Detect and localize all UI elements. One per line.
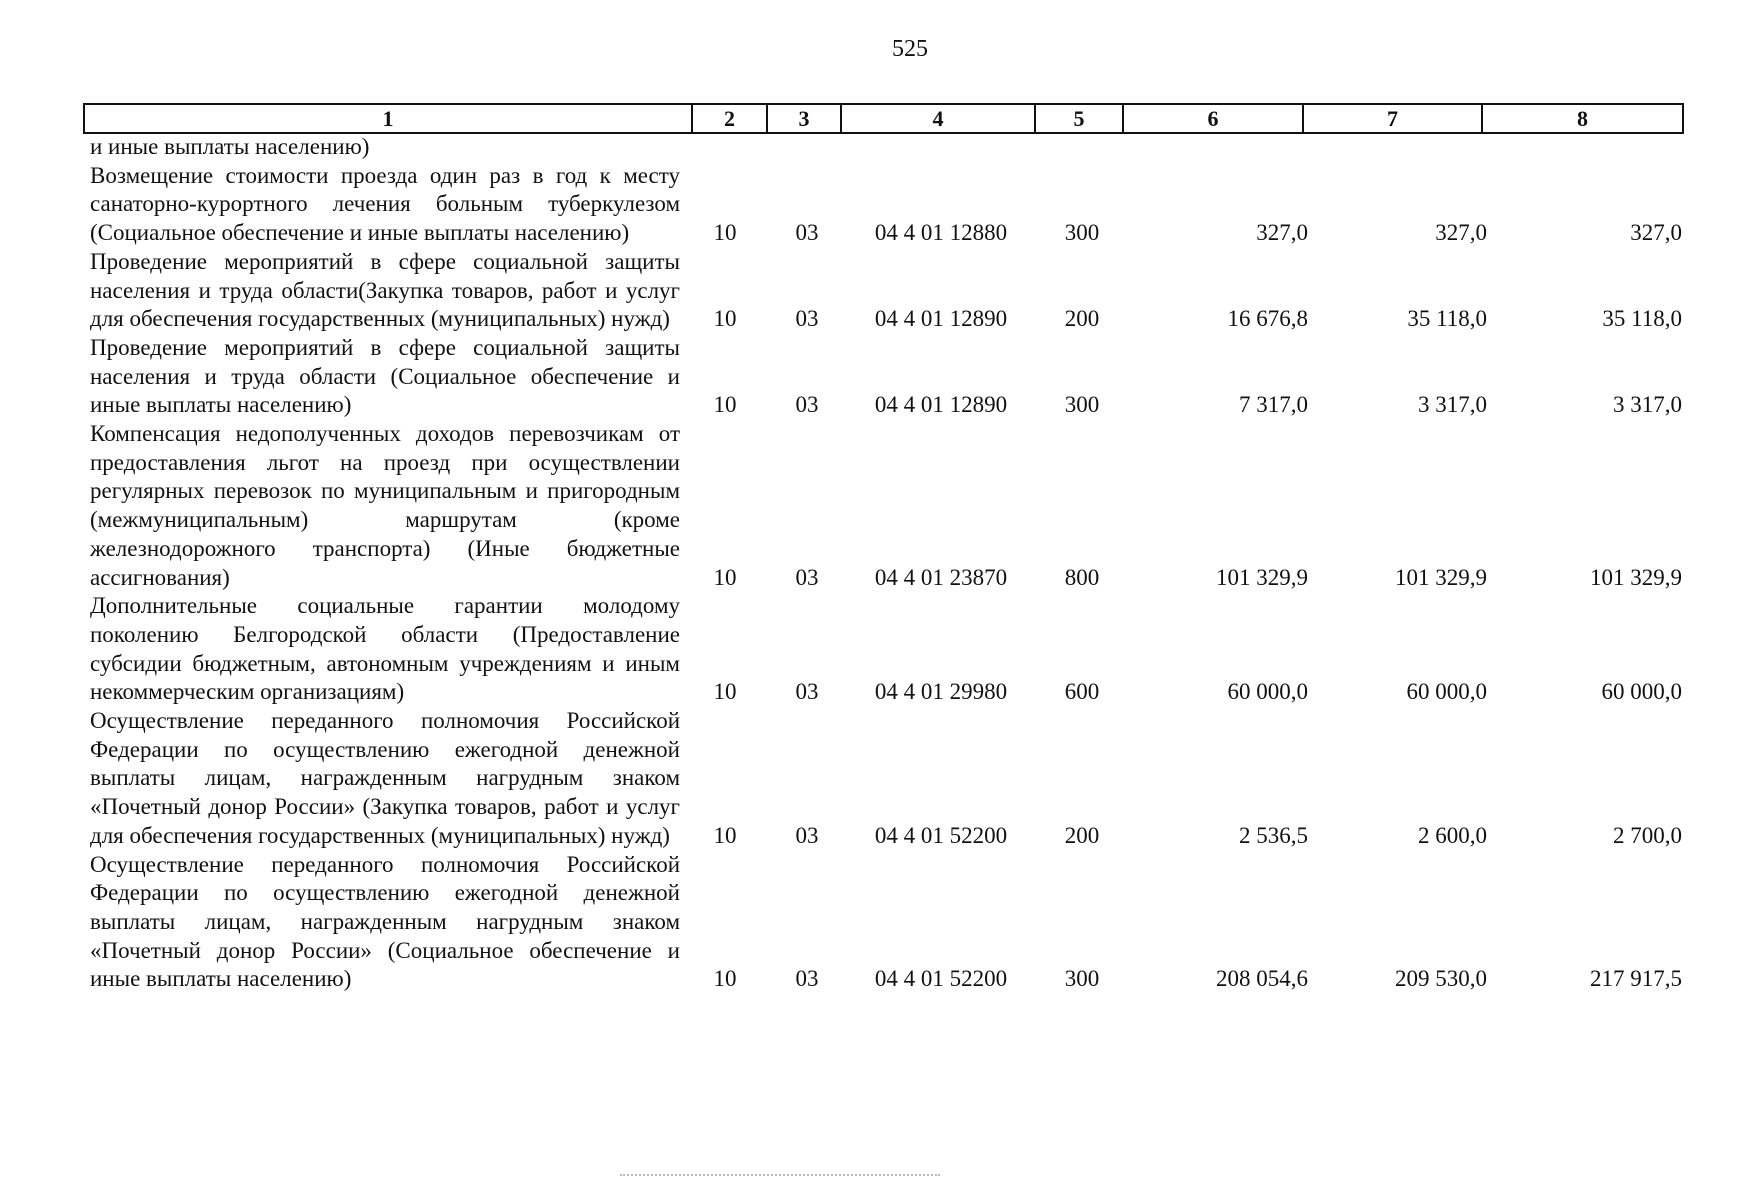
cell-amount-col-7: 60 000,0 [1406,679,1487,705]
header-col-2: 2 [692,104,767,133]
table-row [90,707,1682,851]
row-description: Проведение мероприятий в сфере социальной защиты населения и труда области (Социальное обеспечение и иные выплаты населению) [90,334,680,418]
header-col-4: 4 [841,104,1035,133]
cell-section: 10 [713,392,737,418]
continuation-text: и иные выплаты населению) [90,134,370,159]
row-description: Проведение мероприятий в сфере социальной защиты населения и труда области(Закупка товаров, работ и услуг для обеспечения государственных (муниципальных) нужд) [90,248,680,332]
table-row [90,592,1682,707]
row-description: Возмещение стоимости проезда один раз в год к месту санаторно-курортного лечения больным туберкулезом (Социальное обеспечение и иные выплаты населению) [90,162,680,246]
row-description: Осуществление переданного полномочия Российской Федерации по осуществлению ежегодной денежной выплаты лицам, награжденным нагрудным знаком «Почетный донор России» (Закупка товаров, работ и услуг для обеспечения государственных (муниципальных) нужд) [90,708,680,848]
header-col-7: 7 [1303,104,1482,133]
table-body [90,133,1682,994]
cell-amount-col-8: 2 700,0 [1613,822,1682,848]
cell-target-article: 04 4 01 52200 [874,966,1008,992]
cell-expense-type: 800 [1064,564,1100,590]
cell-target-article: 04 4 01 12880 [874,220,1008,246]
table-row [90,162,1682,248]
cell-amount-col-6: 60 000,0 [1227,679,1308,705]
cell-amount-col-6: 2 536,5 [1239,822,1308,848]
table-row [90,851,1682,995]
cell-amount-col-6: 101 329,9 [1216,564,1308,590]
cell-amount-col-7: 35 118,0 [1407,306,1487,332]
table-row [90,334,1682,420]
header-col-5: 5 [1035,104,1123,133]
cell-section: 10 [713,564,737,590]
cell-amount-col-8: 327,0 [1630,220,1682,246]
cell-subsection: 03 [795,822,819,848]
cell-section: 10 [713,822,737,848]
cell-amount-col-7: 3 317,0 [1418,392,1487,418]
cell-amount-col-7: 2 600,0 [1418,822,1487,848]
page-number: 525 [892,36,928,62]
table-header [83,103,1684,134]
cell-section: 10 [713,220,737,246]
cell-expense-type: 300 [1064,220,1100,246]
row-description: Компенсация недополученных доходов перевозчикам от предоставления льгот на проезд при осуществлении регулярных перевозок по муниципальным и пригородным (межмуниципальным) маршрутам (кроме железнодорожного транспорта) (Иные бюджетные ассигнования) [90,421,680,590]
header-col-8: 8 [1482,104,1683,133]
cell-expense-type: 300 [1064,392,1100,418]
cell-section: 10 [713,306,737,332]
cell-subsection: 03 [795,392,819,418]
cell-amount-col-8: 3 317,0 [1613,392,1682,418]
cell-amount-col-6: 327,0 [1256,220,1308,246]
cell-amount-col-7: 327,0 [1435,220,1487,246]
cell-expense-type: 600 [1064,679,1100,705]
cell-subsection: 03 [795,966,819,992]
cell-amount-col-8: 60 000,0 [1601,679,1682,705]
continuation-row [90,133,1682,162]
cell-amount-col-7: 101 329,9 [1395,564,1487,590]
cell-target-article: 04 4 01 23870 [874,564,1008,590]
cell-subsection: 03 [795,564,819,590]
cell-section: 10 [713,679,737,705]
cell-expense-type: 200 [1064,306,1100,332]
cell-target-article: 04 4 01 52200 [874,822,1008,848]
cell-target-article: 04 4 01 12890 [874,306,1008,332]
table-row [90,420,1682,592]
row-description: Осуществление переданного полномочия Российской Федерации по осуществлению ежегодной денежной выплаты лицам, награжденным нагрудным знаком «Почетный донор России» (Социальное обеспечение и иные выплаты населению) [90,851,680,992]
cell-amount-col-6: 208 054,6 [1216,966,1308,992]
table-row [90,248,1682,334]
cell-amount-col-7: 209 530,0 [1395,966,1487,992]
header-col-3: 3 [767,104,841,133]
cell-amount-col-8: 35 118,0 [1602,306,1682,332]
cell-subsection: 03 [795,306,819,332]
scan-artifact [620,1174,940,1182]
cell-amount-col-6: 7 317,0 [1239,392,1308,418]
row-description: Дополнительные социальные гарантии молодому поколению Белгородской области (Предоставление субсидии бюджетным, автономным учреждениям и иным некоммерческим организациям) [90,593,680,705]
cell-expense-type: 200 [1064,822,1100,848]
cell-amount-col-8: 101 329,9 [1590,564,1682,590]
cell-expense-type: 300 [1064,966,1100,992]
cell-amount-col-8: 217 917,5 [1590,966,1682,992]
cell-target-article: 04 4 01 12890 [874,392,1008,418]
cell-target-article: 04 4 01 29980 [874,679,1008,705]
cell-subsection: 03 [795,220,819,246]
header-col-1: 1 [84,104,692,133]
cell-amount-col-6: 16 676,8 [1227,306,1308,332]
header-col-6: 6 [1123,104,1303,133]
cell-subsection: 03 [795,679,819,705]
cell-section: 10 [713,966,737,992]
